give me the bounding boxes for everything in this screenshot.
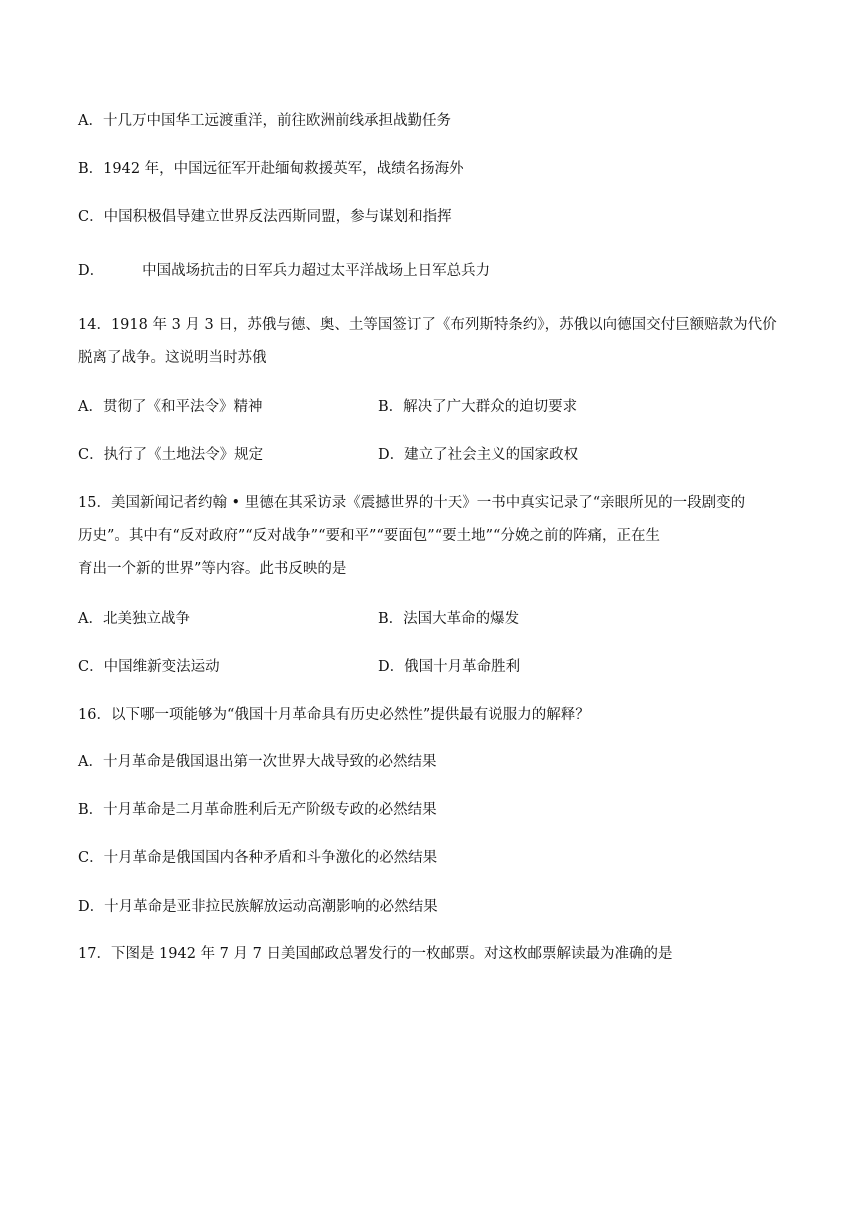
q16-option-b: B．十月革命是二月革命胜利后无产阶级专政的必然结果 (78, 802, 437, 818)
q14-option-d: D．建立了社会主义的国家政权 (378, 447, 579, 463)
q15-stem-line2: 历史”。其中有“反对政府”“反对战争”“要和平”“要面包”“要土地”“分娩之前的阵痛，正在生 (78, 528, 660, 544)
q16-option-a: A．十月革命是俄国退出第一次世界大战导致的必然结果 (78, 754, 437, 770)
q16-stem: 16．以下哪一项能够为“俄国十月革命具有历史必然性”提供最有说服力的解释？ (78, 707, 590, 723)
q13-option-b: B．1942 年，中国远征军开赴缅甸救援英军，战绩名扬海外 (78, 161, 464, 177)
q13-option-d-text: 中国战场抗击的日军兵力超过太平洋战场上日军总兵力 (142, 263, 491, 279)
q15-stem-line1: 15．美国新闻记者约翰 • 里德在其采访录《震撼世界的十天》一书中真实记录了“亲眼所见的一段剧变的 (78, 495, 746, 511)
q14-stem-line2: 脱离了战争。这说明当时苏俄 (78, 350, 267, 366)
q14-option-c: C．执行了《土地法令》规定 (78, 447, 264, 463)
q14-option-a: A．贯彻了《和平法令》精神 (78, 399, 263, 415)
q17-stem: 17．下图是 1942 年 7 月 7 日美国邮政总署发行的一枚邮票。对这枚邮票解读最为准确的是 (78, 946, 673, 962)
q15-option-a: A．北美独立战争 (78, 611, 190, 627)
q15-option-d: D．俄国十月革命胜利 (378, 659, 521, 675)
q14-stem-line1: 14．1918 年 3 月 3 日，苏俄与德、奥、土等国签订了《布列斯特条约》，苏俄以向德国交付巨额赔款为代价 (78, 317, 777, 333)
q13-option-d-label: D． (78, 263, 105, 279)
q13-option-c: C．中国积极倡导建立世界反法西斯同盟，参与谋划和指挥 (78, 209, 452, 225)
q15-option-c: C．中国维新变法运动 (78, 659, 220, 675)
q15-option-b: B．法国大革命的爆发 (378, 611, 520, 627)
q14-option-b: B．解决了广大群众的迫切要求 (378, 399, 578, 415)
q16-option-d: D．十月革命是亚非拉民族解放运动高潮影响的必然结果 (78, 899, 438, 915)
q13-option-a: A．十几万中国华工远渡重洋，前往欧洲前线承担战勤任务 (78, 113, 451, 129)
q16-option-c: C．十月革命是俄国国内各种矛盾和斗争激化的必然结果 (78, 850, 438, 866)
q13-option-d (78, 261, 490, 281)
q15-stem-line3: 育出一个新的世界”等内容。此书反映的是 (78, 561, 347, 577)
